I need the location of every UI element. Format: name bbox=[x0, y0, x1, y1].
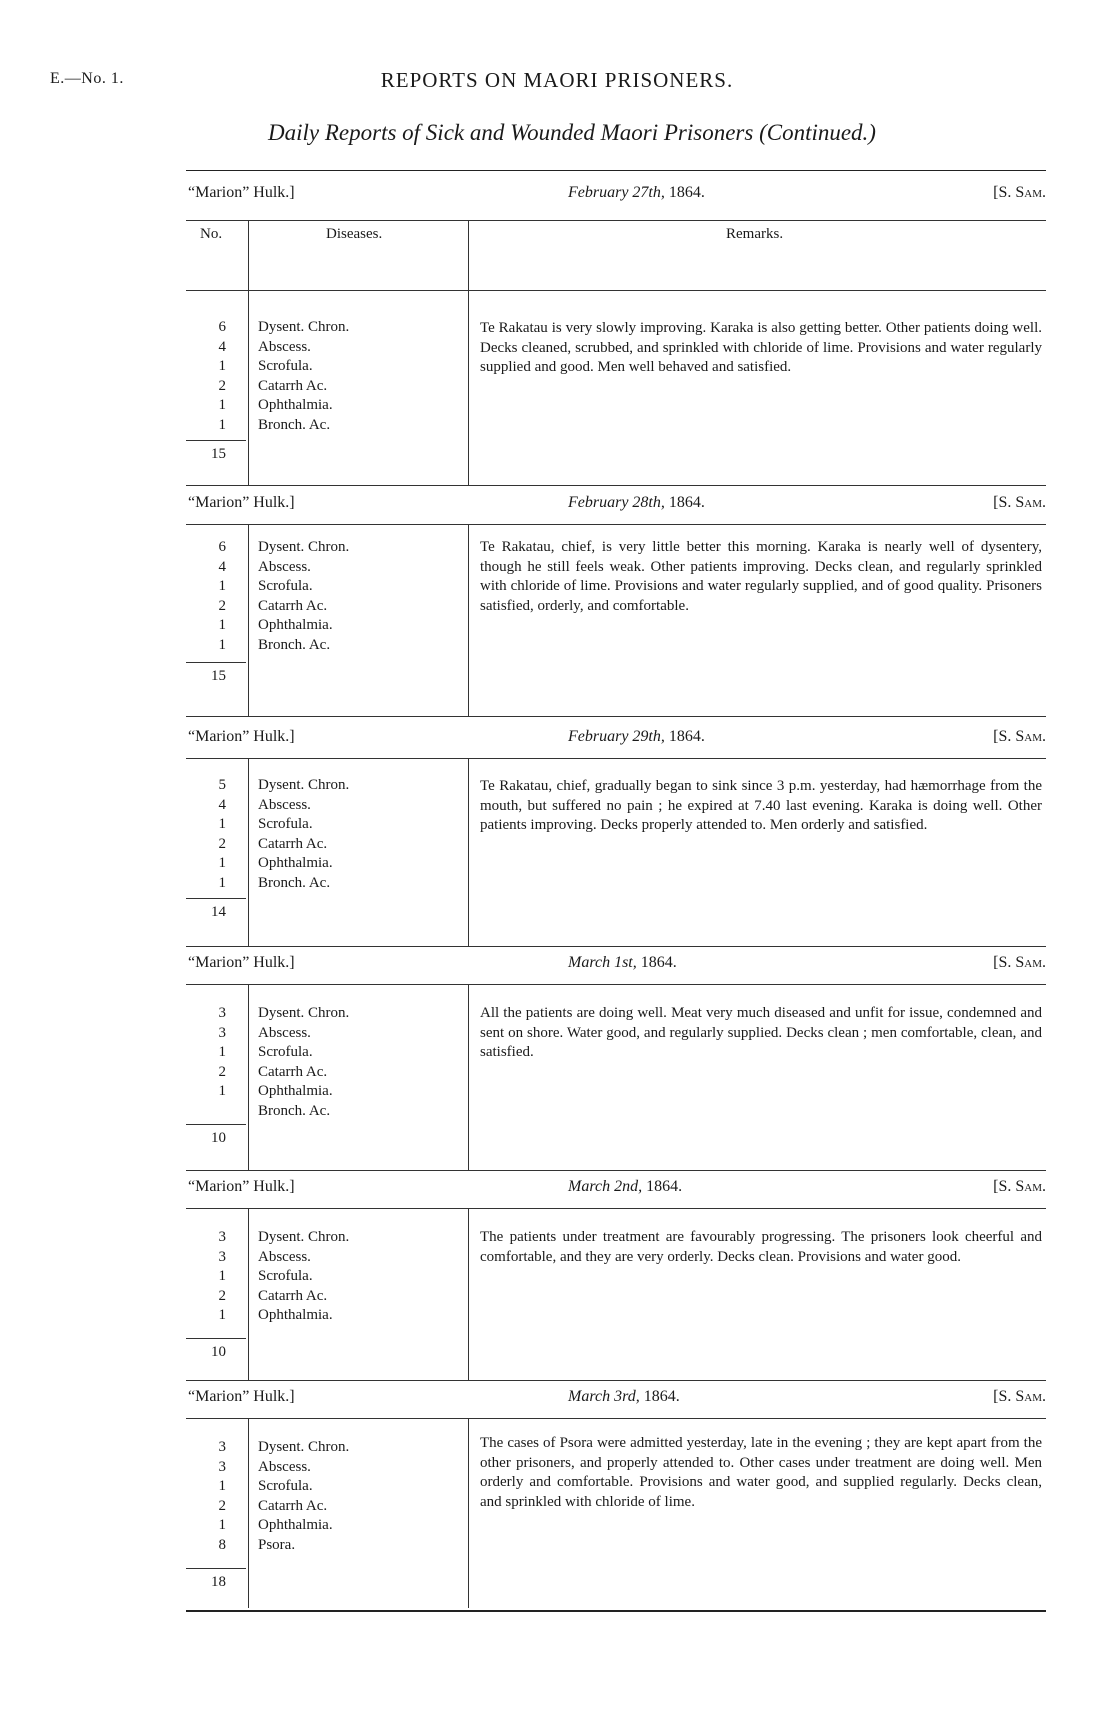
total-rule bbox=[186, 662, 246, 663]
remarks-text: The patients under treatment are favourably progressing. The prisoners look cheerful and comfortable, and they are very orderly. Decks clean. Provisions and water good. bbox=[480, 1229, 1042, 1265]
header-rule bbox=[186, 220, 1046, 221]
col-divider bbox=[468, 220, 469, 485]
report-date: February 28th, 1864. bbox=[568, 494, 705, 511]
col-divider bbox=[248, 1418, 249, 1608]
report-feb-29 bbox=[186, 722, 1046, 947]
report-feb-27 bbox=[186, 178, 1046, 488]
report-mar-2 bbox=[186, 1172, 1046, 1384]
col-divider bbox=[248, 1208, 249, 1380]
officer: [S. Sam. bbox=[993, 728, 1046, 745]
col-divider bbox=[248, 984, 249, 1170]
report-date: March 3rd, 1864. bbox=[568, 1388, 680, 1405]
case-total: 15 bbox=[211, 446, 226, 462]
hulk-name: “Marion” Hulk.] bbox=[188, 1178, 295, 1195]
report-header bbox=[186, 1382, 1046, 1412]
remarks-text: Te Rakatau is very slowly improving. Karaka is also getting better. Other patients doing well. Decks cleaned, scrubbed, and sprinkled with chloride of lime. Provisions and water regularly supplied and good. Men well behaved and satisfied. bbox=[480, 320, 1042, 375]
report-rule bbox=[186, 1380, 1046, 1381]
disease-list: Dysent. Chron. Abscess. Scrofula. Catarrh Ac. Ophthalmia. Bronch. Ac. bbox=[258, 319, 350, 433]
officer: [S. Sam. bbox=[993, 1388, 1046, 1405]
col-divider bbox=[468, 984, 469, 1170]
report-header bbox=[186, 948, 1046, 978]
case-counts: 6 4 1 2 1 1 bbox=[218, 319, 226, 433]
col-no: No. bbox=[200, 226, 223, 242]
report-header bbox=[186, 488, 1046, 518]
report-mar-3 bbox=[186, 1382, 1046, 1610]
case-total: 18 bbox=[211, 1574, 226, 1590]
disease-list: Dysent. Chron. Abscess. Scrofula. Catarrh Ac. Ophthalmia. Psora. bbox=[258, 1439, 350, 1553]
header-rule bbox=[186, 524, 1046, 525]
officer: [S. Sam. bbox=[993, 954, 1046, 971]
report-date: February 29th, 1864. bbox=[568, 728, 705, 745]
report-date: February 27th, 1864. bbox=[568, 184, 705, 201]
header-rule bbox=[186, 1208, 1046, 1209]
disease-list: Dysent. Chron. Abscess. Scrofula. Catarrh Ac. Ophthalmia. bbox=[258, 1229, 350, 1323]
disease-list: Dysent. Chron. Abscess. Scrofula. Catarrh Ac. Ophthalmia. Bronch. Ac. bbox=[258, 777, 350, 891]
case-counts: 5 4 1 2 1 1 bbox=[218, 777, 226, 891]
total-rule bbox=[186, 1124, 246, 1125]
col-divider bbox=[468, 1418, 469, 1608]
remarks-text: Te Rakatau, chief, gradually began to sink since 3 p.m. yesterday, had hæmorrhage from the mouth, but suffered no pain ; he expired at 7.40 last evening. Karaka is doing well. Other patients improving. Decks properly attended to. Men orderly and satisfied. bbox=[480, 778, 1042, 833]
case-total: 15 bbox=[211, 668, 226, 684]
report-date: March 1st, 1864. bbox=[568, 954, 677, 971]
report-mar-1 bbox=[186, 948, 1046, 1172]
total-rule bbox=[186, 1338, 246, 1339]
col-divider bbox=[468, 1208, 469, 1380]
page-ref: E.—No. 1. bbox=[50, 70, 124, 87]
case-counts: 3 3 1 2 1 8 bbox=[218, 1439, 226, 1553]
disease-list: Dysent. Chron. Abscess. Scrofula. Catarrh Ac. Ophthalmia. Bronch. Ac. bbox=[258, 539, 350, 653]
disease-list: Dysent. Chron. Abscess. Scrofula. Catarrh Ac. Ophthalmia. Bronch. Ac. bbox=[258, 1005, 350, 1119]
top-rule bbox=[186, 170, 1046, 171]
officer: [S. Sam. bbox=[993, 1178, 1046, 1195]
report-feb-28 bbox=[186, 488, 1046, 720]
header-rule bbox=[186, 758, 1046, 759]
header-rule bbox=[186, 290, 1046, 291]
report-rule bbox=[186, 946, 1046, 947]
remarks-text: The cases of Psora were admitted yesterday, late in the evening ; they are kept apart from the other prisoners, and properly attended to. Other cases under treatment are doing well. Men orderly and comfortable. Provisions and water good, and supplied regularly. Decks clean, and sprinkled with chloride of lime. bbox=[480, 1435, 1042, 1510]
header-rule bbox=[186, 984, 1046, 985]
hulk-name: “Marion” Hulk.] bbox=[188, 728, 295, 745]
hulk-name: “Marion” Hulk.] bbox=[188, 1388, 295, 1405]
col-divider bbox=[248, 758, 249, 946]
hulk-name: “Marion” Hulk.] bbox=[188, 954, 295, 971]
col-divider bbox=[468, 524, 469, 716]
report-rule bbox=[186, 1170, 1046, 1171]
col-divider bbox=[248, 220, 249, 485]
report-header bbox=[186, 722, 1046, 752]
report-date: March 2nd, 1864. bbox=[568, 1178, 683, 1195]
report-header bbox=[186, 178, 1046, 208]
column-headers bbox=[186, 222, 1046, 258]
total-rule bbox=[186, 440, 246, 441]
report-header bbox=[186, 1172, 1046, 1202]
case-total: 10 bbox=[211, 1130, 226, 1146]
col-remarks: Remarks. bbox=[726, 226, 784, 242]
total-rule bbox=[186, 898, 246, 899]
header-rule bbox=[186, 1418, 1046, 1419]
col-divider bbox=[248, 524, 249, 716]
col-divider bbox=[468, 758, 469, 946]
case-counts: 6 4 1 2 1 1 bbox=[218, 539, 226, 653]
hulk-name: “Marion” Hulk.] bbox=[188, 494, 295, 511]
page-subtitle: Daily Reports of Sick and Wounded Maori Prisoners (Continued.) bbox=[268, 120, 876, 145]
bottom-rule bbox=[186, 1610, 1046, 1612]
col-diseases: Diseases. bbox=[326, 226, 383, 242]
report-rule bbox=[186, 485, 1046, 486]
report-rule bbox=[186, 716, 1046, 717]
remarks-text: Te Rakatau, chief, is very little better this morning. Karaka is nearly well of dysentery, though he still feels weak. Other patients improving. Decks clean, and regularly sprinkled with chloride of lime. Provisions and water regularly supplied, and of good quality. Prisoners satisfied, orderly, and comfortable. bbox=[480, 539, 1042, 614]
total-rule bbox=[186, 1568, 246, 1569]
case-total: 10 bbox=[211, 1344, 226, 1360]
case-counts: 3 3 1 2 1 bbox=[218, 1005, 226, 1099]
remarks-text: All the patients are doing well. Meat very much diseased and unfit for issue, condemned and sent on shore. Water good, and regularly supplied. Decks clean ; men comfortable, clean, and satisfied. bbox=[480, 1005, 1042, 1060]
officer: [S. Sam. bbox=[993, 494, 1046, 511]
page-title: REPORTS ON MAORI PRISONERS. bbox=[380, 68, 734, 92]
hulk-name: “Marion” Hulk.] bbox=[188, 184, 295, 201]
case-counts: 3 3 1 2 1 bbox=[218, 1229, 226, 1323]
officer: [S. Sam. bbox=[993, 184, 1046, 201]
case-total: 14 bbox=[211, 904, 226, 920]
